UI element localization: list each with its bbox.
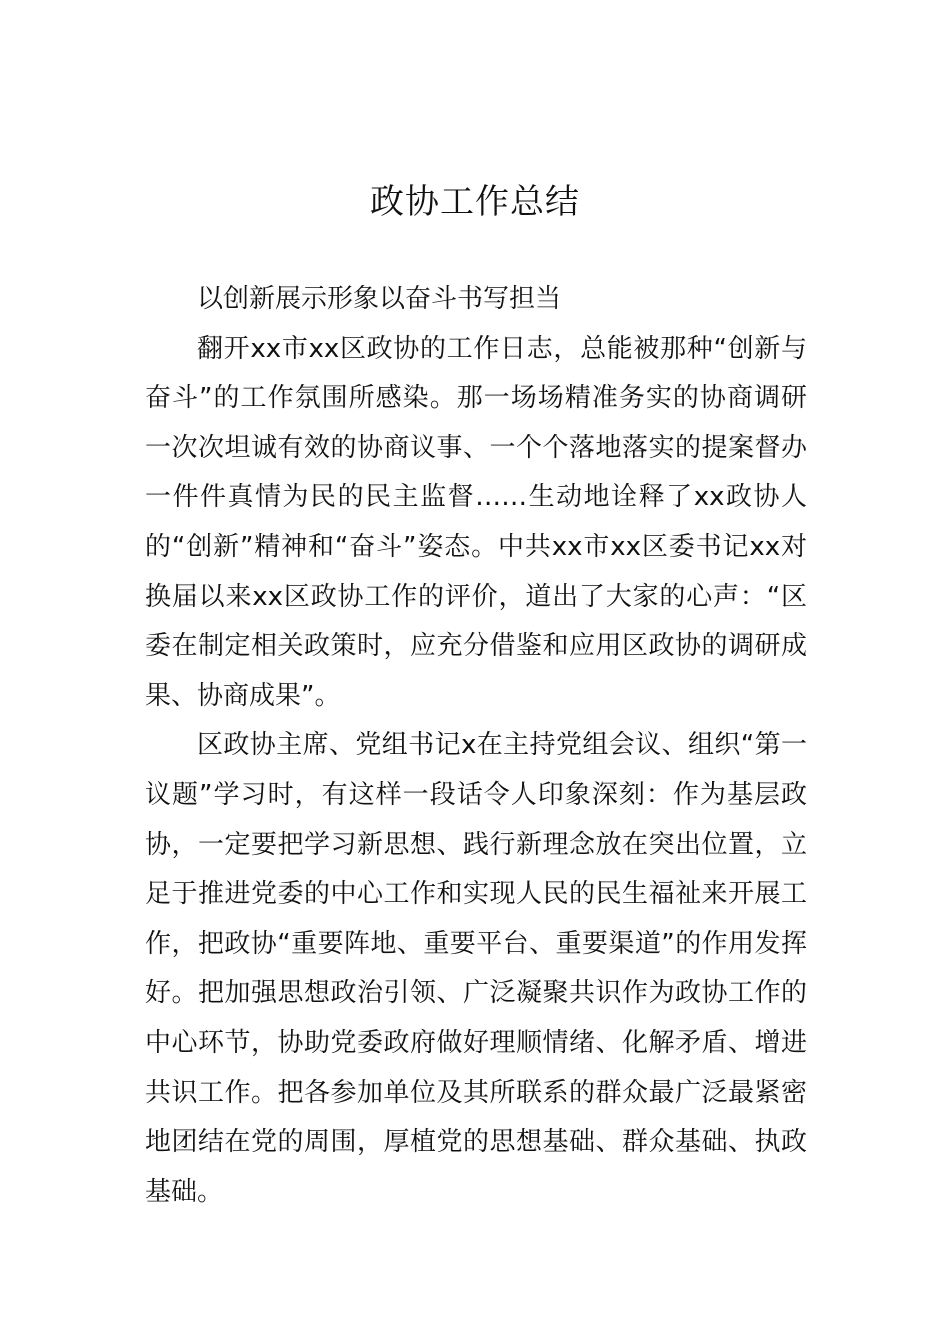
document-subtitle: 以创新展示形象以奋斗书写担当 [197,284,562,314]
body-paragraph-1: 翻开xx市xx区政协的工作日志，总能被那种“创新与奋斗”的工作氛围所感染。那一场场精准务实的协商调研一次次坦诚有效的协商议事、一个个落地落实的提案督办一件件真情为民的民主监督……生动地诠释了xx政协人的“创新”精神和“奋斗”姿态。中共xx市xx区委书记xx对换届以来xx区政协工作的评价，道出了大家的心声：“区委在制定相关政策时，应充分借鉴和应用区政协的调研成果、协商成果”。 [145,333,807,711]
document-body [145,275,807,1217]
body-paragraph-2: 区政协主席、党组书记x在主持党组会议、组织“第一议题”学习时，有这样一段话令人印象深刻：作为基层政协，一定要把学习新思想、践行新理念放在突出位置，立足于推进党委的中心工作和实现人民的民生福祉来开展工作，把政协“重要阵地、重要平台、重要渠道”的作用发挥好。把加强思想政治引领、广泛凝聚共识作为政协工作的中心环节，协助党委政府做好理顺情绪、化解矛盾、增进共识工作。把各参加单位及其所联系的群众最广泛最紧密地团结在党的周围，厚植党的思想基础、群众基础、执政基础。 [145,730,807,1207]
document-title: 政协工作总结 [370,182,580,222]
